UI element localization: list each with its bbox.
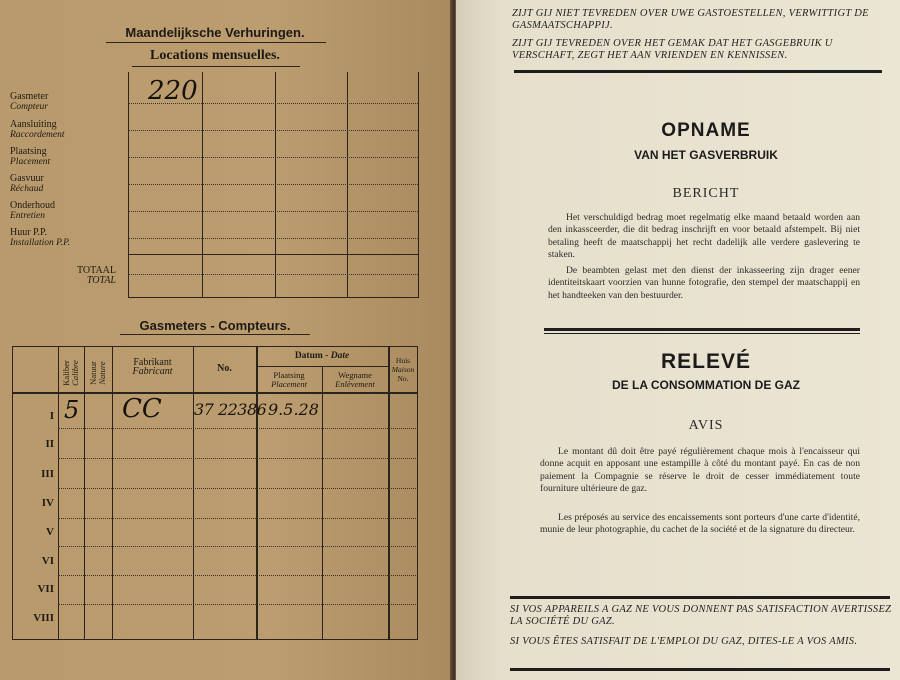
bottom-notice-2: SI VOUS ÊTES SATISFAIT DE L'EMPLOI DU GAZ, DITES-LE A VOS AMIS.: [510, 636, 858, 647]
col-plaatsing: Plaatsing Placement: [271, 370, 307, 389]
top-notice-2: ZIJT GIJ TEVREDEN OVER HET GEMAK DAT HET GASGEBRUIK U VERSCHAFT, ZEGT HET AAN VRIENDEN EN KENNISSEN.: [512, 38, 833, 61]
nl-paragraph-2: De beambten gelast met den dienst der inkasseering zijn drager eener identiteitskaart voorzien van hunne fotografie, den stempel der maatschappij en het handteeken van den bestuurder.: [548, 265, 860, 301]
col-wegname: Wegname Enlèvement: [335, 370, 375, 389]
left-page: Maandelijksche Verhuringen. Locations mensuelles. Gasmeter Compteur Aansluiting Raccordement Plaatsing Placement Gasvuur Réchaud Onderhoud Entretien Huur P.P. Installation P.P. TOTAAL TOTAL 220 Gasmeters - Compteurs. Kaliber Calibre Natuur Nature Fabrikant Fabricant No. Datum - Date Plaatsing Placement Wegname Enlèvement Huis Maison No. I II III IV V VI VII VIII 5 CC 37 22386 9.5.28: [0, 0, 452, 680]
top-notice-1: ZIJT GIJ NIET TEVREDEN OVER UWE GASTOESTELLEN, VERWITTIGT DE GASMAATSCHAPPIJ.: [512, 8, 869, 31]
fr-paragraph-1: Le montant dû doit être payé régulièrement chaque mois à l'encaisseur qui donne acquit en apposant une estampille à côté du montant payé. En cas de non paiement la Compagnie se réserve le droit de cesser immédiatement toute fourniture ultérieure de gaz.: [540, 446, 860, 495]
entry-number: 37 22386: [194, 400, 267, 419]
row-label-connection: Aansluiting Raccordement: [10, 119, 65, 140]
entry-fabrikant: CC: [122, 394, 162, 424]
entry-plaatsing: 9.5.28: [268, 400, 319, 419]
entry-kaliber: 5: [64, 396, 80, 424]
row-label-meter: Gasmeter Compteur: [10, 91, 49, 112]
fr-paragraph-2: Les préposés au service des encaissements sont porteurs d'une carte d'identité, munie de leur photographie, du cachet de la société et de la signature du directeur.: [540, 512, 860, 536]
row-numeral: VI: [41, 555, 54, 567]
col-number: No.: [217, 363, 232, 374]
handwritten-amount: 220: [148, 76, 198, 106]
row-numeral: V: [46, 526, 54, 538]
row-label-rent-pp: Huur P.P. Installation P.P.: [10, 227, 71, 248]
row-numeral: IV: [41, 497, 54, 509]
row-numeral: III: [41, 468, 54, 480]
nl-heading: BERICHT: [672, 186, 740, 201]
col-fabrikant: Fabrikant Fabricant: [132, 357, 173, 377]
fr-heading: AVIS: [688, 418, 724, 433]
row-numeral: II: [45, 438, 54, 450]
row-label-stove: Gasvuur Réchaud: [10, 173, 44, 194]
col-datum: Datum - Date: [294, 351, 350, 361]
row-numeral: VIII: [33, 612, 54, 624]
row-numeral: VII: [37, 583, 54, 595]
fr-title: RELEVÉ: [660, 350, 752, 373]
nl-paragraph-1: Het verschuldigd bedrag moet regelmatig elke maand betaald worden aan den inkassceerder, die dit bedrag inschrijft en voor betaald afstempelt. Bij niet betaling heeft de maatschappij het recht dadelijk alle verdere gaslevering te staken.: [548, 212, 860, 261]
nl-subtitle: VAN HET GASVERBRUIK: [634, 148, 778, 162]
col-huis: Huis Maison No.: [391, 356, 415, 383]
monthly-rentals-title-fr: Locations mensuelles.: [150, 48, 280, 63]
row-numeral: I: [49, 410, 54, 422]
row-label-maintenance: Onderhoud Entretien: [10, 200, 55, 221]
total-label: TOTAAL TOTAL: [76, 265, 116, 286]
meters-title: Gasmeters - Compteurs.: [139, 318, 291, 333]
fr-subtitle: DE LA CONSOMMATION DE GAZ: [612, 378, 800, 392]
row-label-placement: Plaatsing Placement: [10, 146, 51, 167]
bottom-notice-1: SI VOS APPAREILS A GAZ NE VOUS DONNENT PAS SATISFACTION AVERTISSEZ LA SOCIÉTÉ DU GAZ.: [510, 604, 892, 627]
right-page: [456, 0, 900, 680]
nl-title: OPNAME: [661, 120, 751, 141]
monthly-rentals-title-nl: Maandelijksche Verhuringen.: [125, 25, 305, 40]
